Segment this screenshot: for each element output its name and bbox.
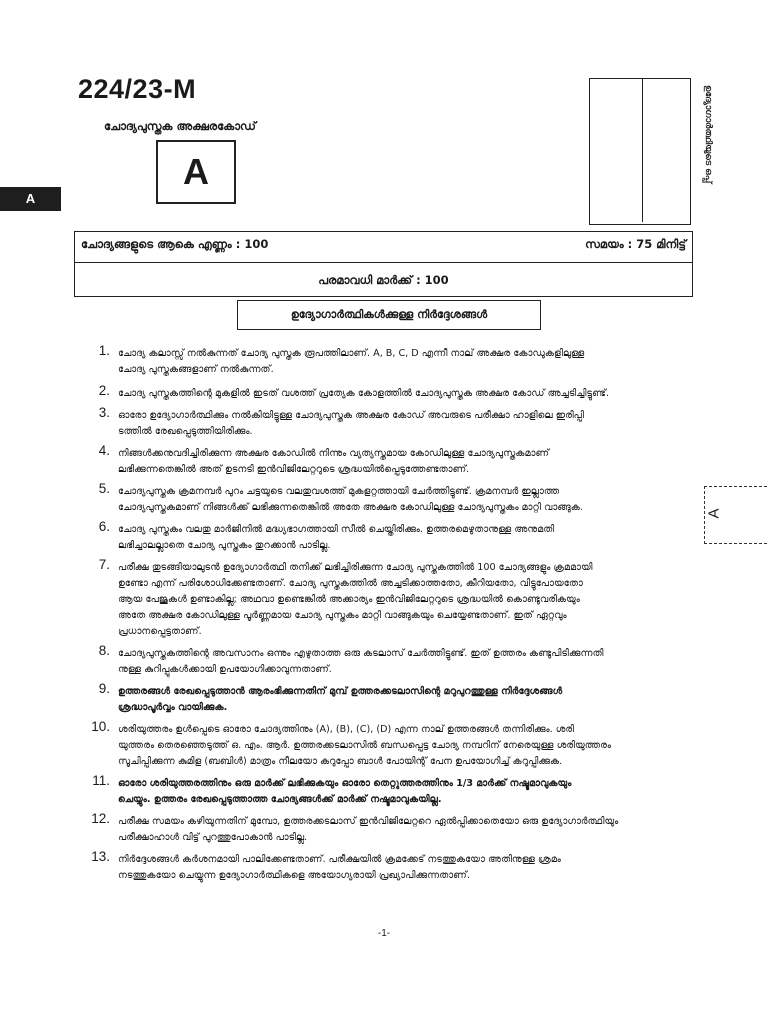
instruction-number: 6. [98, 519, 110, 534]
instruction-item [90, 719, 690, 770]
instruction-number: 2. [98, 383, 110, 398]
instruction-item [90, 519, 690, 554]
exam-time: സമയം : 75 മിനിട്ട് [585, 237, 686, 251]
instruction-text: ശരിയുത്തരം ഉൾപ്പെടെ ഓരോ ചോദ്യത്തിനും (A), (B), (C), (D) എന്ന നാല് ഉത്തരങ്ങൾ തന്നിരിക്കും. ശരി യുത്തരം തെരഞ്ഞെടുത്ത് ഒ. എം. ആർ. ഉത്തരക്കടലാസിൽ ബന്ധപ്പെട്ട ചോദ്യ നമ്പറിന് നേരെയുള്ള ശരിയുത്തരം സൂചിപ്പിക്കുന്ന കുമിള (ബബിൾ) മാത്രം നീലയോ കറുപ്പോ ബാൾ പോയിന്റ് പേന ഉപയോഗിച്ച് കറുപ്പിക്കുക. [118, 724, 612, 767]
booklet-letter-box: A [156, 140, 236, 204]
instruction-number: 9. [98, 681, 110, 696]
instruction-number: 10. [91, 719, 110, 734]
instruction-item [90, 405, 690, 440]
instruction-text: ഉത്തരങ്ങൾ രേഖപ്പെടുത്താൻ ആരംഭിക്കുന്നതിന് മുമ്പ് ഉത്തരക്കടലാസിന്റെ മറുപുറത്തുള്ള നിർദ്ദേശങ്ങൾ ശ്രദ്ധാപൂർവ്വം വായിക്കുക. [118, 686, 563, 713]
instruction-item [90, 557, 690, 640]
instruction-item [90, 773, 690, 808]
instruction-text: ചോദ്യ പുസ്തകത്തിന്റെ മുകളിൽ ഇടത് വശത്ത് പ്രത്യേക കോളത്തിൽ ചോദ്യപുസ്തക അക്ഷര കോഡ് അച്ചടിച്ചിട്ടുണ്ട്. [118, 388, 610, 399]
instruction-number: 13. [91, 849, 110, 864]
instruction-item [90, 849, 690, 884]
candidate-photo-box [589, 78, 713, 225]
instruction-item [90, 681, 690, 716]
instruction-text: നിർദ്ദേശങ്ങൾ കർശനമായി പാലിക്കേണ്ടതാണ്. പരീക്ഷയിൽ ക്രമക്കേട് നടത്തുകയോ അതിനുള്ള ശ്രമം നടത്തുകയോ ചെയ്യുന്ന ഉദ്യോഗാർത്ഥികളെ അയോഗ്യരായി പ്രഖ്യാപിക്കുന്നതാണ്. [118, 854, 561, 881]
side-letter-tab: A [0, 187, 61, 211]
max-marks: പരമാവധി മാർക്ക് : 100 [318, 273, 449, 287]
instruction-text: ചോദ്യ കലാസ്സ് നൽകുന്നത് ചോദ്യ പുസ്തക രൂപത്തിലാണ്. A, B, C, D എന്നീ നാല് അക്ഷര കോഡുകളിലുള്ള ചോദ്യ പുസ്തകങ്ങളാണ് നൽകുന്നത്. [118, 348, 585, 375]
instruction-item [90, 343, 690, 378]
instructions-list [90, 340, 690, 884]
booklet-code: 224/23-M [78, 74, 197, 104]
instruction-number: 12. [91, 811, 110, 826]
instruction-text: പരീക്ഷ സമയം കഴിയുന്നതിന് മുമ്പോ, ഉത്തരക്കടലാസ് ഇൻവിജിലേറ്ററെ ഏൽപ്പിക്കാതെയോ ഒരു ഉദ്യോഗാർത്ഥിയും പരീക്ഷാഹാൾ വിട്ട് പുറത്തുപോകാൻ പാടില്ല. [118, 816, 619, 843]
instruction-text: ചോദ്യപുസ്തക ക്രമനമ്പർ പുറം ചട്ടയുടെ വലതുവശത്ത് മുകളറ്റത്തായി ചേർത്തിട്ടുണ്ട്. ക്രമനമ്പർ ഇല്ലാത്ത ചോദ്യപുസ്തകമാണ് നിങ്ങൾക്ക് ലഭിക്കുന്നതെങ്കിൽ അതേ അക്ഷര കോഡിലുള്ള ചോദ്യപുസ്തകം മാറ്റി വാങ്ങുക. [118, 486, 583, 513]
instruction-item [90, 811, 690, 846]
total-questions: ചോദ്യങ്ങളുടെ ആകെ എണ്ണം : 100 [81, 237, 269, 251]
instruction-number: 5. [98, 481, 110, 496]
page-number: -1- [377, 928, 391, 939]
info-divider [75, 262, 692, 263]
instruction-item [90, 383, 690, 402]
instructions-title: ഉദ്യോഗാർത്ഥികൾക്കുള്ള നിർദ്ദേശങ്ങൾ [237, 300, 541, 330]
instruction-item [90, 443, 690, 478]
booklet-letter-label: ചോദ്യപുസ്തക അക്ഷരകോഡ് [104, 119, 256, 133]
instruction-item [90, 481, 690, 516]
instruction-text: ചോദ്യ പുസ്തകം വലതു മാർജിനിൽ മദ്ധ്യഭാഗത്തായി സീൽ ചെയ്തിരിക്കും. ഉത്തരമെഴുതാനുള്ള അനുമതി ലഭിച്ചാലല്ലാതെ ചോദ്യ പുസ്തകം തുറക്കാൻ പാടില്ല. [118, 524, 555, 551]
instruction-number: 3. [98, 405, 110, 420]
instruction-number: 4. [98, 443, 110, 458]
signature-strip [642, 79, 713, 222]
instruction-item [90, 643, 690, 678]
signature-label: ഉദ്യോഗാർത്ഥിയുടെ ഒപ്പ് [703, 85, 713, 184]
instruction-text: ഓരോ ശരിയുത്തരത്തിനും ഒരു മാർക്ക് ലഭിക്കുകയും ഓരോ തെറ്റുത്തരത്തിനും 1/3 മാർക്ക് നഷ്ടമാവുകയും ചെയ്യും. ഉത്തരം രേഖപ്പെടുത്താത്ത ചോദ്യങ്ങൾക്ക് മാർക്ക് നഷ്ടമാവുകയില്ല. [118, 778, 572, 805]
instruction-number: 8. [98, 643, 110, 658]
instruction-text: പരീക്ഷ തുടങ്ങിയാലുടൻ ഉദ്യോഗാർത്ഥി തനിക്ക് ലഭിച്ചിരിക്കുന്ന ചോദ്യ പുസ്തകത്തിൽ 100 ചോദ്യങ്ങളും ക്രമമായി ഉണ്ടോ എന്ന് പരിശോധിക്കേണ്ടതാണ്. ചോദ്യ പുസ്തകത്തിൽ അച്ചടിക്കാത്തതോ, കീറിയതോ, വിട്ടുപോയതോ ആയ പേജുകൾ ഉണ്ടാകില്ല; അഥവാ ഉണ്ടെങ്കിൽ അക്കാര്യം ഇൻവിജിലേറ്ററുടെ ശ്രദ്ധയിൽ കൊണ്ടുവരികയും അതേ അക്ഷര കോഡിലുള്ള പൂർണ്ണമായ ചോദ്യ പുസ്തകം മാറ്റി വാങ്ങുകയും ചെയ്യേണ്ടതാണ്. ഇത് ഏറ്റവും പ്രധാനപ്പെട്ടതാണ്. [118, 562, 593, 637]
instruction-text: ഓരോ ഉദ്യോഗാർത്ഥിക്കും നൽകിയിട്ടുള്ള ചോദ്യപുസ്തക അക്ഷര കോഡ് അവരുടെ പരീക്ഷാ ഹാളിലെ ഇരിപ്പി ടത്തിൽ രേഖപ്പെടുത്തിയിരിക്കും. [118, 410, 584, 437]
instruction-number: 11. [92, 773, 110, 788]
instruction-text: നിങ്ങൾക്കനുവദിച്ചിരിക്കുന്ന അക്ഷര കോഡിൽ നിന്നും വ്യത്യസ്തമായ കോഡിലുള്ള ചോദ്യപുസ്തകമാണ് ലഭിക്കുന്നതെങ്കിൽ അത് ഉടനടി ഇൻവിജിലേറ്ററുടെ ശ്രദ്ധയിൽപ്പെടുത്തേണ്ടതാണ്. [118, 448, 550, 475]
exam-info-box [74, 231, 693, 297]
seal-tab [704, 486, 768, 544]
instruction-text: ചോദ്യപുസ്തകത്തിന്റെ അവസാനം ഒന്നും എഴുതാത്ത ഒരു കടലാസ് ചേർത്തിട്ടുണ്ട്. ഇത് ഉത്തരം കണ്ടുപിടിക്കുന്നതി നുള്ള കുറിപ്പുകൾക്കായി ഉപയോഗിക്കാവുന്നതാണ്. [118, 648, 604, 675]
instruction-number: 7. [98, 557, 110, 572]
instruction-number: 1. [98, 343, 110, 358]
seal-tab-letter: A [705, 508, 723, 519]
